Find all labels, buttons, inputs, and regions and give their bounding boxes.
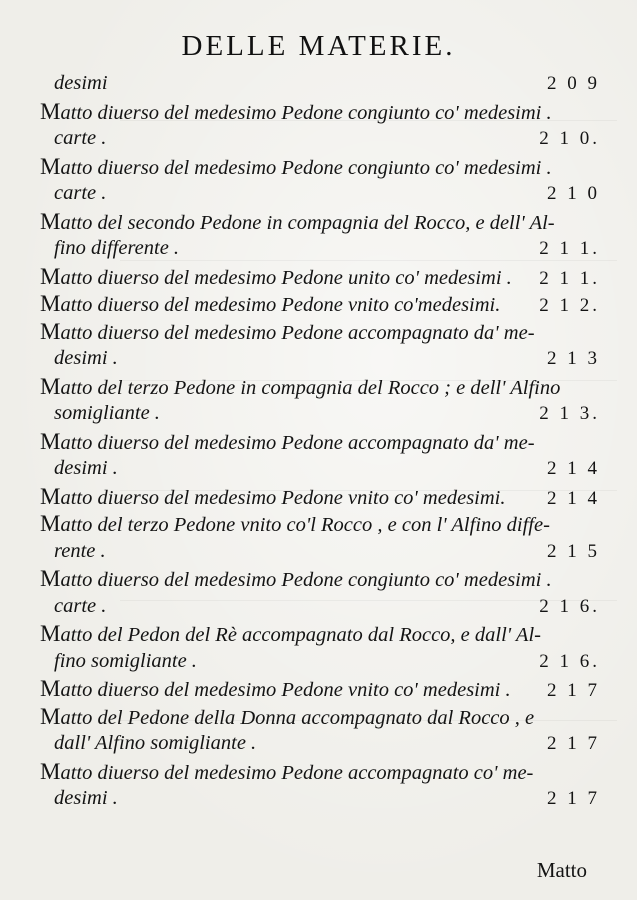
index-line-text: fino somigliante . (54, 649, 197, 672)
index-line (40, 235, 600, 263)
page-number: 2 1 7 (547, 680, 600, 701)
index-line-text: desimi . (54, 787, 118, 809)
index-line-text: Matto diuerso del medesimo Pedone vnito co'medesimi. (40, 291, 501, 316)
index-line (40, 345, 600, 373)
index-line (40, 153, 600, 181)
index-line-text: Matto diuerso del medesimo Pedone congiunto co' medesimi . (40, 153, 552, 179)
index-line-text: Matto del terzo Pedone in compagnia del Rocco ; e dell' Alfino (40, 373, 561, 399)
index-line (40, 208, 600, 236)
index-line (40, 620, 600, 648)
index-line (40, 290, 600, 318)
page-number: 2 1 1. (539, 267, 600, 289)
index-line-text: carte . (54, 127, 107, 149)
index-line-text: Matto del Pedone della Donna accompagnato dal Rocco , e (40, 703, 535, 729)
index-line-text: carte . (54, 182, 107, 204)
page-number: 2 1 0. (539, 128, 600, 149)
index-line (40, 125, 600, 153)
index-line-text: fino differente . (54, 237, 180, 259)
index-line (40, 510, 600, 538)
index-line (40, 565, 600, 593)
page-number: 2 1 7 (547, 788, 600, 809)
index-line-text: desimi (54, 72, 108, 94)
index-line (40, 785, 600, 813)
index-line-text: Matto diuerso del medesimo Pedone accompagnato co' me- (40, 758, 534, 784)
index-line-text: Matto del terzo Pedone vnito co'l Rocco , e con l' Alfino diffe- (40, 511, 550, 536)
index-line-text: dall' Alfino somigliante . (54, 732, 257, 754)
page-number: 2 1 0 (547, 183, 600, 204)
index-line (40, 70, 600, 98)
page-number: 2 1 4 (547, 487, 600, 509)
page-number: 2 1 3. (539, 403, 600, 424)
index-line (40, 730, 600, 758)
index-line (40, 593, 600, 621)
page-number: 2 1 7 (547, 733, 600, 754)
page-number: 2 1 2. (539, 295, 600, 316)
page-number: 2 1 4 (547, 458, 600, 479)
catchword: Matto (536, 858, 587, 882)
page-number: 2 1 6. (539, 650, 600, 672)
index-line-text: desimi . (54, 347, 118, 369)
index-line-text: Matto diuerso del medesimo Pedone congiunto co' medesimi . (40, 98, 552, 124)
index-line-text: Matto del Pedon del Rè accompagnato dal Rocco, e dall' Al- (40, 621, 541, 646)
index-line-text: Matto diuerso del medesimo Pedone accompagnato da' me- (40, 428, 535, 454)
index-line-text: Matto diuerso del medesimo Pedone accompagnato da' me- (40, 318, 535, 344)
index-line-text: desimi . (54, 457, 118, 479)
index-line (40, 455, 600, 483)
index-line (40, 675, 600, 703)
index-line (40, 263, 600, 291)
index-line (40, 180, 600, 208)
index-line (40, 98, 600, 126)
page-number: 2 1 1. (539, 238, 600, 259)
page-number: 2 1 5 (547, 540, 600, 562)
index-line (40, 373, 600, 401)
index-line-text: carte . (54, 594, 107, 617)
index-line-text: somigliante . (54, 402, 160, 424)
index-line-text: Matto diuerso del medesimo Pedone congiunto co' medesimi . (40, 566, 552, 591)
page-number: 2 1 3 (547, 348, 600, 369)
index-entries (40, 70, 600, 813)
index-line-text: Matto del secondo Pedone in compagnia del Rocco, e dell' Al- (40, 208, 555, 234)
index-line-text: Matto diuerso del medesimo Pedone unito co' medesimi . (40, 263, 512, 289)
index-line (40, 400, 600, 428)
index-line (40, 648, 600, 676)
index-line (40, 483, 600, 511)
page-number: 2 0 9 (547, 73, 600, 94)
index-line (40, 538, 600, 566)
index-line (40, 703, 600, 731)
index-line (40, 318, 600, 346)
index-line-text: rente . (54, 539, 106, 562)
index-line-text: Matto diuerso del medesimo Pedone vnito co' medesimi . (40, 676, 511, 701)
index-line (40, 758, 600, 786)
index-line (40, 428, 600, 456)
page-header: DELLE MATERIE. (181, 30, 456, 62)
page-number: 2 1 6. (539, 595, 600, 617)
index-line-text: Matto diuerso del medesimo Pedone vnito co' medesimi. (40, 483, 506, 509)
